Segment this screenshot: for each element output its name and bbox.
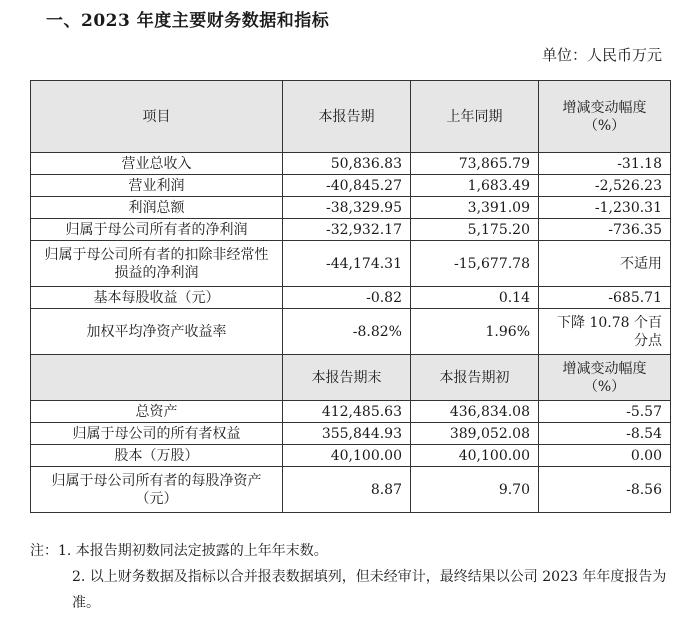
change-value: -685.71 [539,287,671,309]
table-row [31,197,671,219]
row-label: 归属于母公司所有者的每股净资产（元） [31,467,283,513]
current-value: -32,932.17 [283,219,411,241]
row-label: 加权平均净资产收益率 [31,309,283,355]
row-label: 营业总收入 [31,153,283,175]
prior-value: 1,683.49 [411,175,539,197]
period-start-value: 436,834.08 [411,401,539,423]
period-start-value: 389,052.08 [411,423,539,445]
change-value: 下降 10.78 个百分点 [539,309,671,355]
table-row [31,241,671,287]
header-prior-period: 上年同期 [411,81,539,153]
header-period-start: 本报告期初 [411,355,539,401]
change-value: 0.00 [539,445,671,467]
table-row [31,219,671,241]
header-period-end: 本报告期末 [283,355,411,401]
current-value: 50,836.83 [283,153,411,175]
row-label: 归属于母公司所有者的净利润 [31,219,283,241]
prior-value: 0.14 [411,287,539,309]
row-label: 总资产 [31,401,283,423]
period-end-value: 8.87 [283,467,411,513]
change-value: -1,230.31 [539,197,671,219]
table-row [31,423,671,445]
subheader-blank [31,355,283,401]
table-row [31,287,671,309]
period-start-value: 9.70 [411,467,539,513]
table-row [31,309,671,355]
period-start-value: 40,100.00 [411,445,539,467]
period-end-value: 355,844.93 [283,423,411,445]
change-value: -8.56 [539,467,671,513]
row-label: 归属于母公司所有者的扣除非经常性损益的净利润 [31,241,283,287]
row-label: 利润总额 [31,197,283,219]
table-row [31,467,671,513]
table-row [31,153,671,175]
table-header-row [31,81,671,153]
header-change-pct: 增减变动幅度（%） [539,81,671,153]
current-value: -40,845.27 [283,175,411,197]
header-change-pct: 增减变动幅度（%） [539,355,671,401]
footnote-2: 2. 以上财务数据及指标以合并报表数据填列，但未经审计，最终结果以公司 2023 年年度报告为准。 [72,569,667,611]
change-value: 不适用 [539,241,671,287]
row-label: 股本（万股） [31,445,283,467]
prior-value: 73,865.79 [411,153,539,175]
table-row [31,401,671,423]
prior-value: 3,391.09 [411,197,539,219]
table-subheader-row [31,355,671,401]
header-current-period: 本报告期 [283,81,411,153]
prior-value: 5,175.20 [411,219,539,241]
footnote-1: 注：1. 本报告期初数同法定披露的上年年末数。 [30,543,328,559]
row-label: 基本每股收益（元） [31,287,283,309]
table-row [31,175,671,197]
prior-value: 1.96% [411,309,539,355]
table-row [31,445,671,467]
current-value: -0.82 [283,287,411,309]
header-item: 项目 [31,81,283,153]
period-end-value: 412,485.63 [283,401,411,423]
financial-data-table [30,80,671,513]
section-title: 一、2023 年度主要财务数据和指标 [46,11,330,31]
unit-label: 单位：人民币万元 [541,46,662,64]
change-value: -736.35 [539,219,671,241]
change-value: -2,526.23 [539,175,671,197]
change-value: -8.54 [539,423,671,445]
row-label: 归属于母公司的所有者权益 [31,423,283,445]
current-value: -44,174.31 [283,241,411,287]
row-label: 营业利润 [31,175,283,197]
change-value: -5.57 [539,401,671,423]
change-value: -31.18 [539,153,671,175]
current-value: -8.82% [283,309,411,355]
period-end-value: 40,100.00 [283,445,411,467]
prior-value: -15,677.78 [411,241,539,287]
current-value: -38,329.95 [283,197,411,219]
footnotes [30,538,670,616]
